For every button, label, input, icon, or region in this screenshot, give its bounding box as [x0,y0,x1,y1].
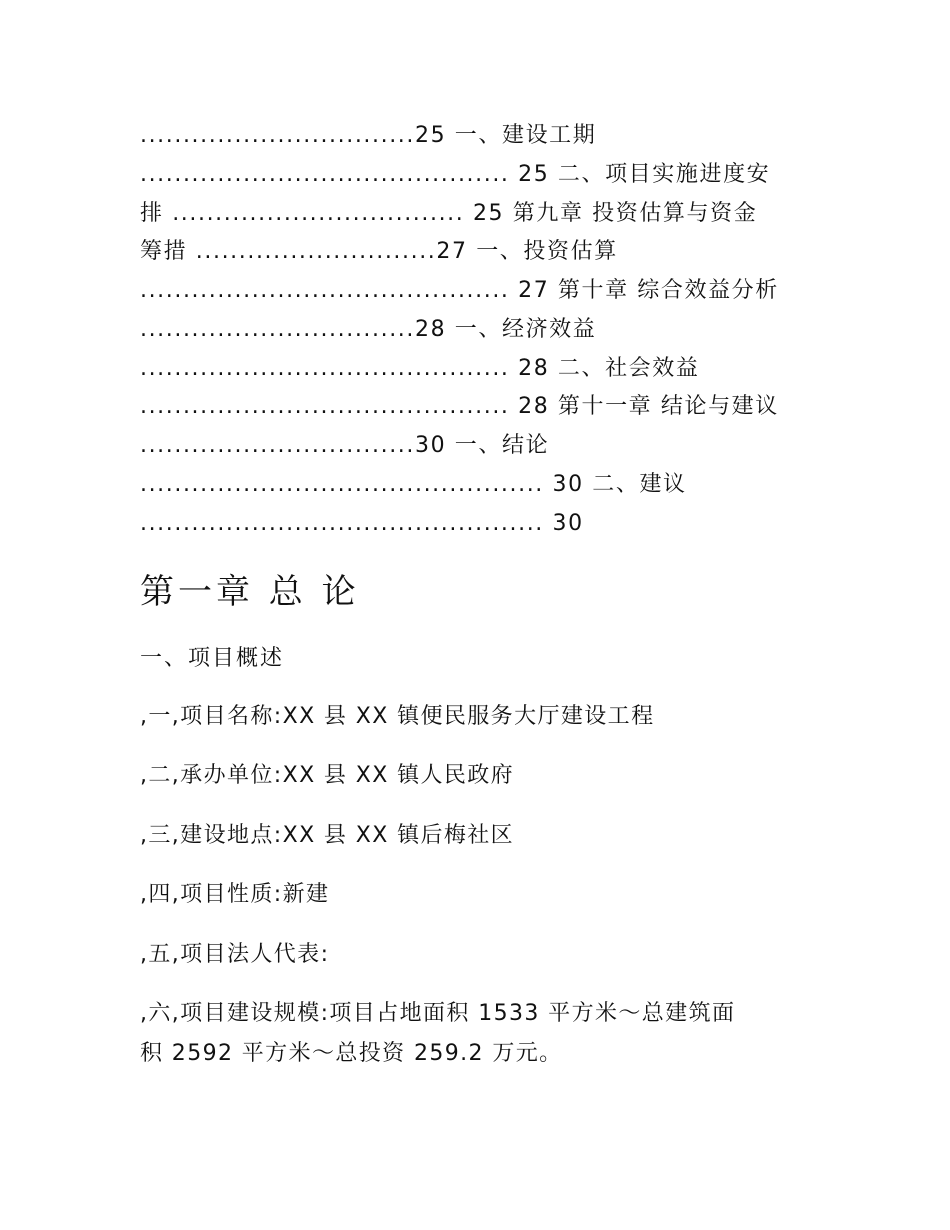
toc-line: ................................30 一、结论 [140,433,550,458]
body-line-host-unit: ,二,承办单位:XX 县 XX 镇人民政府 [140,763,515,788]
body-line-scale-cont: 积 2592 平方米～总投资 259.2 万元。 [140,1041,563,1066]
toc-line: ................................28 一、经济效益 [140,317,597,342]
body-line-nature: ,四,项目性质:新建 [140,882,330,907]
toc-line: ........................................... 28 第十一章 结论与建议 [140,394,779,419]
toc-line: ........................................... 25 二、项目实施进度安 [140,162,771,187]
body-line-scale: ,六,项目建设规模:项目占地面积 1533 平方米～总建筑面 [140,1001,736,1026]
body-line-legal-rep: ,五,项目法人代表: [140,942,330,967]
toc-line: ............................................... 30 二、建议 [140,472,687,497]
chapter-title: 第一章 总 论 [140,572,360,612]
toc-line: 排 .................................. 25 第九章 投资估算与资金 [140,201,758,226]
toc-line: 筹措 ............................27 一、投资估算 [140,239,618,264]
body-line-location: ,三,建设地点:XX 县 XX 镇后梅社区 [140,823,515,848]
section-heading: 一、项目概述 [140,646,285,671]
toc-line: ........................................... 28 二、社会效益 [140,356,700,381]
toc-line: ................................25 一、建设工期 [140,123,597,148]
body-line-project-name: ,一,项目名称:XX 县 XX 镇便民服务大厅建设工程 [140,704,655,729]
toc-line: ........................................... 27 第十章 综合效益分析 [140,278,779,303]
toc-line: ............................................... 30 [140,511,584,536]
